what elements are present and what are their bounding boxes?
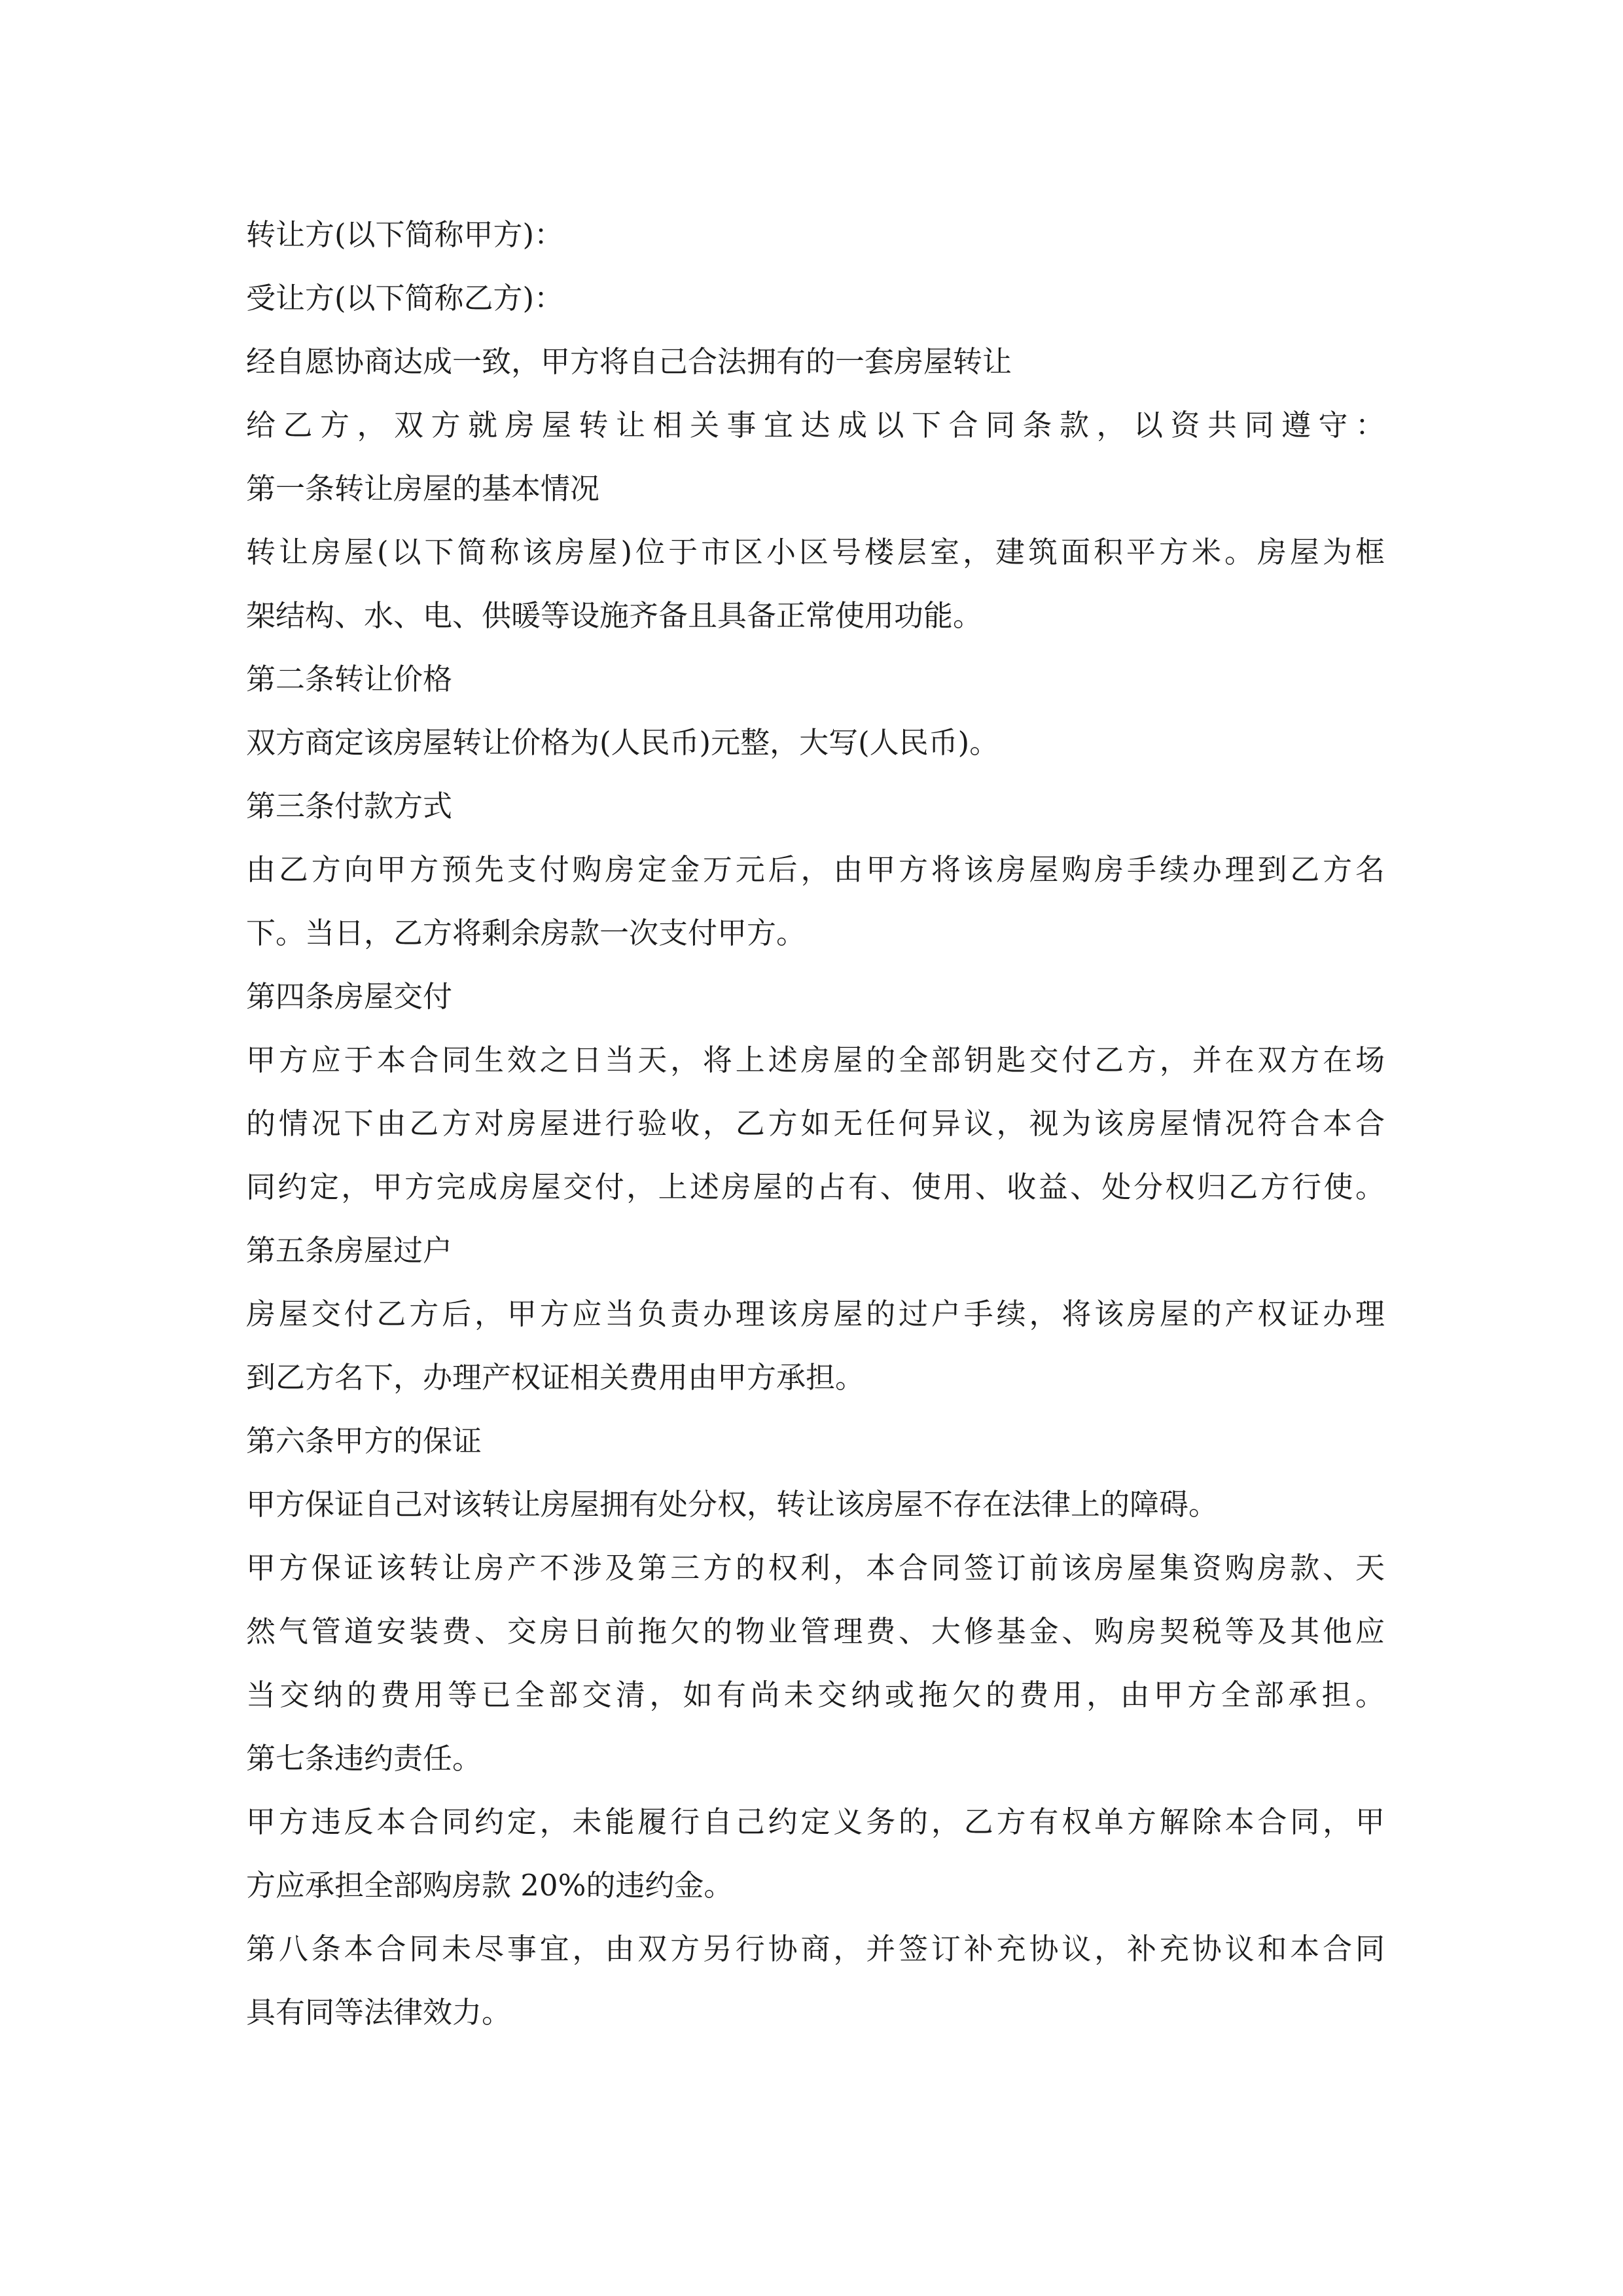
document-line: 第五条房屋过户 bbox=[246, 1233, 453, 1268]
document-line: 到乙方名下，办理产权证相关费用由甲方承担。 bbox=[246, 1360, 865, 1395]
document-line: 当交纳的费用等已全部交清，如有尚未交纳或拖欠的费用，由甲方全部承担。 bbox=[246, 1677, 1385, 1712]
document-line: 方应承担全部购房款 20%的违约金。 bbox=[246, 1868, 734, 1903]
document-line: 经自愿协商达成一致，甲方将自己合法拥有的一套房屋转让 bbox=[246, 344, 1012, 379]
document-line: 第二条转让价格 bbox=[246, 662, 453, 696]
document-line: 的情况下由乙方对房屋进行验收，乙方如无任何异议，视为该房屋情况符合本合 bbox=[246, 1106, 1385, 1141]
document-line: 甲方违反本合同约定，未能履行自己约定义务的，乙方有权单方解除本合同，甲 bbox=[246, 1804, 1385, 1839]
document-line: 同约定，甲方完成房屋交付，上述房屋的占有、使用、收益、处分权归乙方行使。 bbox=[246, 1170, 1385, 1204]
document-line: 架结构、水、电、供暖等设施齐备且具备正常使用功能。 bbox=[246, 598, 983, 633]
document-line: 然气管道安装费、交房日前拖欠的物业管理费、大修基金、购房契税等及其他应 bbox=[246, 1614, 1385, 1649]
document-line: 第六条甲方的保证 bbox=[246, 1424, 482, 1458]
document-line: 受让方(以下简称乙方)： bbox=[246, 281, 564, 315]
document-line: 给乙方，双方就房屋转让相关事宜达成以下合同条款，以资共同遵守： bbox=[246, 408, 1385, 442]
document-line: 第四条房屋交付 bbox=[246, 979, 453, 1014]
document-line: 第七条违约责任。 bbox=[246, 1741, 482, 1776]
document-line: 下。当日，乙方将剩余房款一次支付甲方。 bbox=[246, 916, 806, 950]
document-line: 转让方(以下简称甲方)： bbox=[246, 217, 564, 252]
document-line: 甲方保证自己对该转让房屋拥有处分权，转让该房屋不存在法律上的障碍。 bbox=[246, 1487, 1219, 1522]
document-line: 转让房屋(以下简称该房屋)位于市区小区号楼层室，建筑面积平方米。房屋为框 bbox=[246, 535, 1385, 569]
document-line: 房屋交付乙方后，甲方应当负责办理该房屋的过户手续，将该房屋的产权证办理 bbox=[246, 1297, 1385, 1331]
document-line: 第一条转让房屋的基本情况 bbox=[246, 471, 600, 506]
document-line: 双方商定该房屋转让价格为(人民币)元整，大写(人民币)。 bbox=[246, 725, 999, 760]
document-line: 具有同等法律效力。 bbox=[246, 1995, 512, 2030]
document-line: 甲方应于本合同生效之日当天，将上述房屋的全部钥匙交付乙方，并在双方在场 bbox=[246, 1043, 1385, 1077]
document-line: 第三条付款方式 bbox=[246, 789, 453, 823]
document-line: 第八条本合同未尽事宜，由双方另行协商，并签订补充协议，补充协议和本合同 bbox=[246, 1931, 1385, 1966]
document-line: 由乙方向甲方预先支付购房定金万元后，由甲方将该房屋购房手续办理到乙方名 bbox=[246, 852, 1385, 887]
document-body bbox=[246, 203, 1385, 2044]
document-line: 甲方保证该转让房产不涉及第三方的权利，本合同签订前该房屋集资购房款、天 bbox=[246, 1551, 1385, 1585]
